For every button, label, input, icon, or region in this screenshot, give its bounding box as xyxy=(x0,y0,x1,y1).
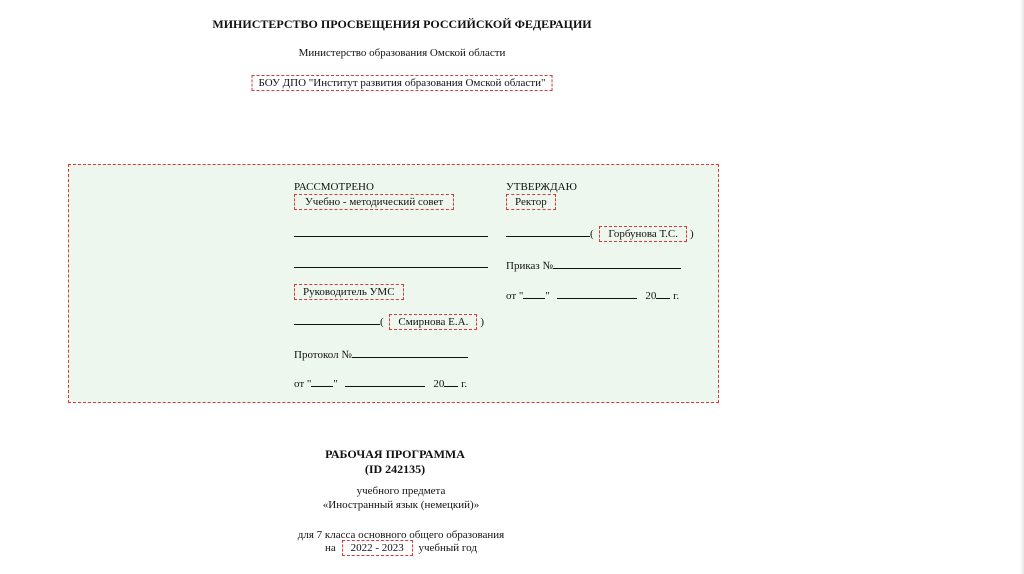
year-prefix: на xyxy=(325,542,336,554)
year-suffix: г. xyxy=(673,290,680,302)
year-suffix: учебный год xyxy=(418,542,477,554)
protocol-label: Протокол № xyxy=(294,349,352,361)
reviewed-signature-row xyxy=(294,313,484,328)
school-year-line xyxy=(325,542,477,554)
ministry-regional-text: Министерство образования Омской области xyxy=(298,47,506,59)
program-id: (ID 242135) xyxy=(364,462,426,476)
date-mid: " xyxy=(333,378,338,390)
year-prefix: 20 xyxy=(433,378,445,390)
approved-title: Ректор xyxy=(506,194,556,210)
order-label: Приказ № xyxy=(506,260,553,272)
date-prefix: от " xyxy=(506,290,524,302)
reviewed-head-name: Смирнова Е.А. xyxy=(389,314,477,330)
ministry-federal-heading: МИНИСТЕРСТВО ПРОСВЕЩЕНИЯ РОССИЙСКОЙ ФЕДЕРАЦИИ xyxy=(212,17,592,31)
open-paren: ( xyxy=(380,316,384,328)
approved-name: Горбунова Т.С. xyxy=(599,226,687,242)
reviewed-date xyxy=(294,375,467,390)
approved-order xyxy=(506,257,681,272)
institution-name: БОУ ДПО "Институт развития образования Омской области" xyxy=(252,75,553,91)
approved-date xyxy=(506,287,679,302)
close-paren: ) xyxy=(480,316,485,328)
date-mid: " xyxy=(545,290,550,302)
approved-heading: УТВЕРЖДАЮ xyxy=(506,181,577,193)
year-suffix: г. xyxy=(461,378,468,390)
reviewed-council: Учебно - методический совет xyxy=(294,194,454,210)
grade-line: для 7 класса основного общего образования xyxy=(297,529,505,541)
reviewed-head-title: Руководитель УМС xyxy=(294,284,404,300)
close-paren: ) xyxy=(690,228,694,240)
open-paren: ( xyxy=(590,228,594,240)
signature-line xyxy=(294,225,488,240)
subject-label: учебного предмета xyxy=(356,485,446,497)
signature-line xyxy=(294,256,488,271)
subject-name: «Иностранный язык (немецкий)» xyxy=(322,499,480,511)
year-range: 2022 - 2023 xyxy=(342,540,413,556)
program-title: РАБОЧАЯ ПРОГРАММА xyxy=(325,447,465,461)
reviewed-heading: РАССМОТРЕНО xyxy=(294,181,374,193)
reviewed-protocol xyxy=(294,346,468,361)
page-edge-shadow xyxy=(1020,0,1024,574)
date-prefix: от " xyxy=(294,378,312,390)
year-prefix: 20 xyxy=(645,290,657,302)
approved-signature-row xyxy=(506,225,694,240)
